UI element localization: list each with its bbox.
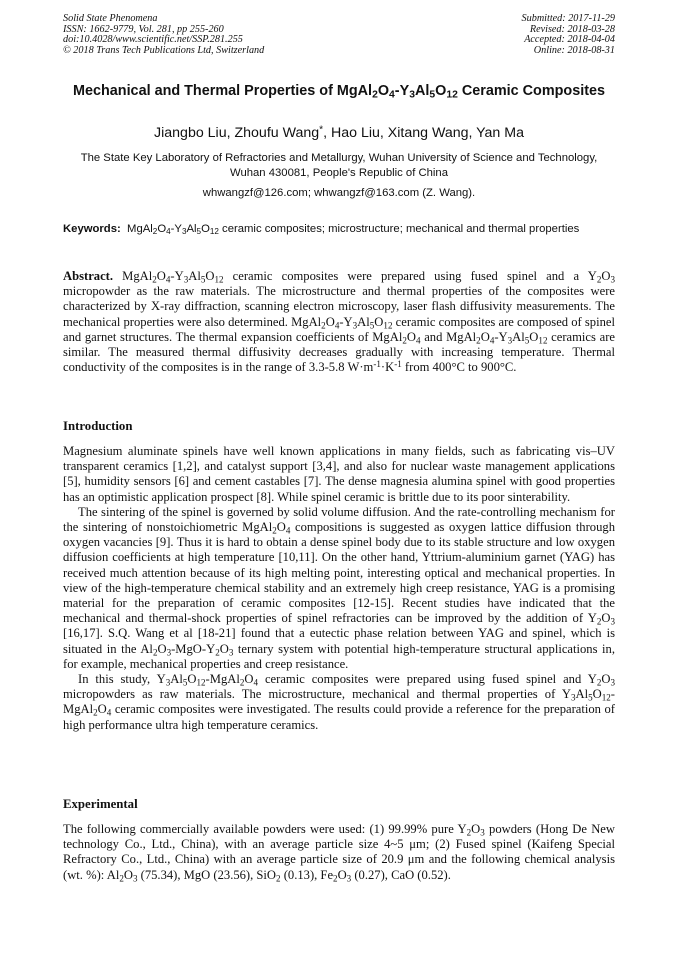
author-list: Jiangbo Liu, Zhoufu Wang*, Hao Liu, Xitang Wang, Yan Ma [154, 124, 524, 141]
affiliation: The State Key Laboratory of Refractories and Metallurgy, Wuhan University of Science and Technology, Wuhan 430081, People's Republic of China [80, 152, 598, 179]
experimental-body [63, 822, 615, 883]
publication-dates [415, 14, 615, 56]
date-revised: Revised: 2018-03-28 [529, 23, 615, 35]
keywords: Keywords: $MgAl_2O_4-Y_3Al_5O_{12}$ ceramic composites; microstructure; mechanical and thermal properties [63, 223, 580, 237]
abstract: Abstract. $MgAl_2O_4-Y_3Al_5O_{12}$ ceramic composites were prepared using fused spinel and a $Y_2O_3$ micropowder as the raw materials. The microstructure and thermal properties of the composites were characterized by X-ray diffraction, scanning electron microscopy, laser flash diffusivity measurements. The mechanical properties were also determined. $MgAl_2O_4-Y_3Al_5O_{12}$ ceramic composites are composed of spinel and garnet structures. The thermal expansion coefficients of $MgAl_2O_4$ and $MgAl_2O_4-Y_3Al_5O_{12}$ ceramics are similar. The measured thermal diffusivity decreases gradually with increasing temperature. Thermal conductivity of the composites is in the range of 3.3-5.8 $W\cdot m^{-1}\cdot K^{-1}$ from 400°C to 900°C. [63, 269, 615, 375]
date-submitted: Submitted: 2017-11-29 [521, 13, 615, 24]
journal-copyright: © 2018 Trans Tech Publications Ltd, Switzerland [63, 44, 265, 56]
introduction-heading: Introduction [63, 419, 133, 433]
journal-info [63, 14, 353, 56]
paper-title: Mechanical and Thermal Properties of $MgAl_2O_4-Y_3Al_5O_{12}$ Ceramic Composites [72, 83, 606, 101]
date-online: Online: 2018-08-31 [533, 44, 615, 56]
intro-paragraph-2: The sintering of the spinel is governed by solid volume diffusion. And the rate-controlling mechanism for the sintering of nonstoichiometric $MgAl_2O_4$ compositions is suggested as oxygen lattice diffusion through oxygen vacancies [9]. Thus it is hard to obtain a dense spinel body due to its stable structure and low oxygen diffusion coefficients at high temperature [10,11]. On the other hand, Yttrium-aluminium garnet (YAG) has received much attention because of its high melting point, interesting optical and mechanical properties. In view of the high-temperature chemical stability and an extremely high creep resistance, YAG is a promising material for the preparation of ceramic composites [12-15]. Recent studies have indicated that the mechanical and thermal-shock properties of spinel refractories can be improved by the addition of $Y_2O_3$ [16,17]. S.Q. Wang et al [18-21] found that a eutectic phase relation between YAG and spinel, which is situated in the $Al_2O_3-MgO-Y_2O_3$ ternary system with potential high-temperature structural applications in, for example, mechanical properties and creep resistance. [63, 504, 615, 671]
corresponding-author-mark: * [319, 124, 324, 136]
experimental-paragraph-1: The following commercially available powders were used: (1) 99.99% pure $Y_2O_3$ powders (Hong De New technology Co., Ltd., China), with an average particle size 4~5 μm; (2) Fused spinel (Kaifeng Special Refractory Co., Ltd., China) with an average particle size of 20.9 μm and the following chemical analysis (wt. %): $Al_2O_3$ (75.34), MgO (23.56), SiO$_2$ (0.13), $Fe_2O_3$ (0.27), CaO (0.52). [63, 822, 615, 883]
journal-issn: ISSN: 1662-9779, Vol. 281, pp 255-260 [63, 23, 224, 35]
journal-doi: doi:10.4028/www.scientific.net/SSP.281.255 [63, 34, 243, 45]
experimental-heading: Experimental [63, 797, 138, 811]
intro-paragraph-3: In this study, $Y_3Al_5O_{12}-MgAl_2O_4$ ceramic composites were prepared using fused spinel and $Y_2O_3$ micropowders as raw materials. The microstructure, mechanical and thermal properties of $Y_3Al_5O_{12}-MgAl_2O_4$ ceramic composites were investigated. The results could provide a reference for the preparation of high performance ultra high temperature ceramics. [63, 672, 615, 732]
journal-name: Solid State Phenomena [63, 13, 158, 24]
date-accepted: Accepted: 2018-04-04 [524, 34, 615, 45]
author-emails: whwangzf@126.com; whwangzf@163.com (Z. Wang). [202, 187, 476, 199]
intro-paragraph-1: Magnesium aluminate spinels have well known applications in many fields, such as fabricating vis–UV transparent ceramics [1,2], and catalyst support [3,4], and also for nuclear waste management applications [5], humidity sensors [6] and cement castables [7]. The dense magnesia alumina spinel with good properties has an optimistic application prospect [8]. While spinel ceramic is brittle due to its poor sinterability. [63, 444, 615, 504]
abstract-label: Abstract. [63, 269, 114, 283]
introduction-body [63, 444, 615, 733]
keywords-label: Keywords: [63, 223, 121, 235]
